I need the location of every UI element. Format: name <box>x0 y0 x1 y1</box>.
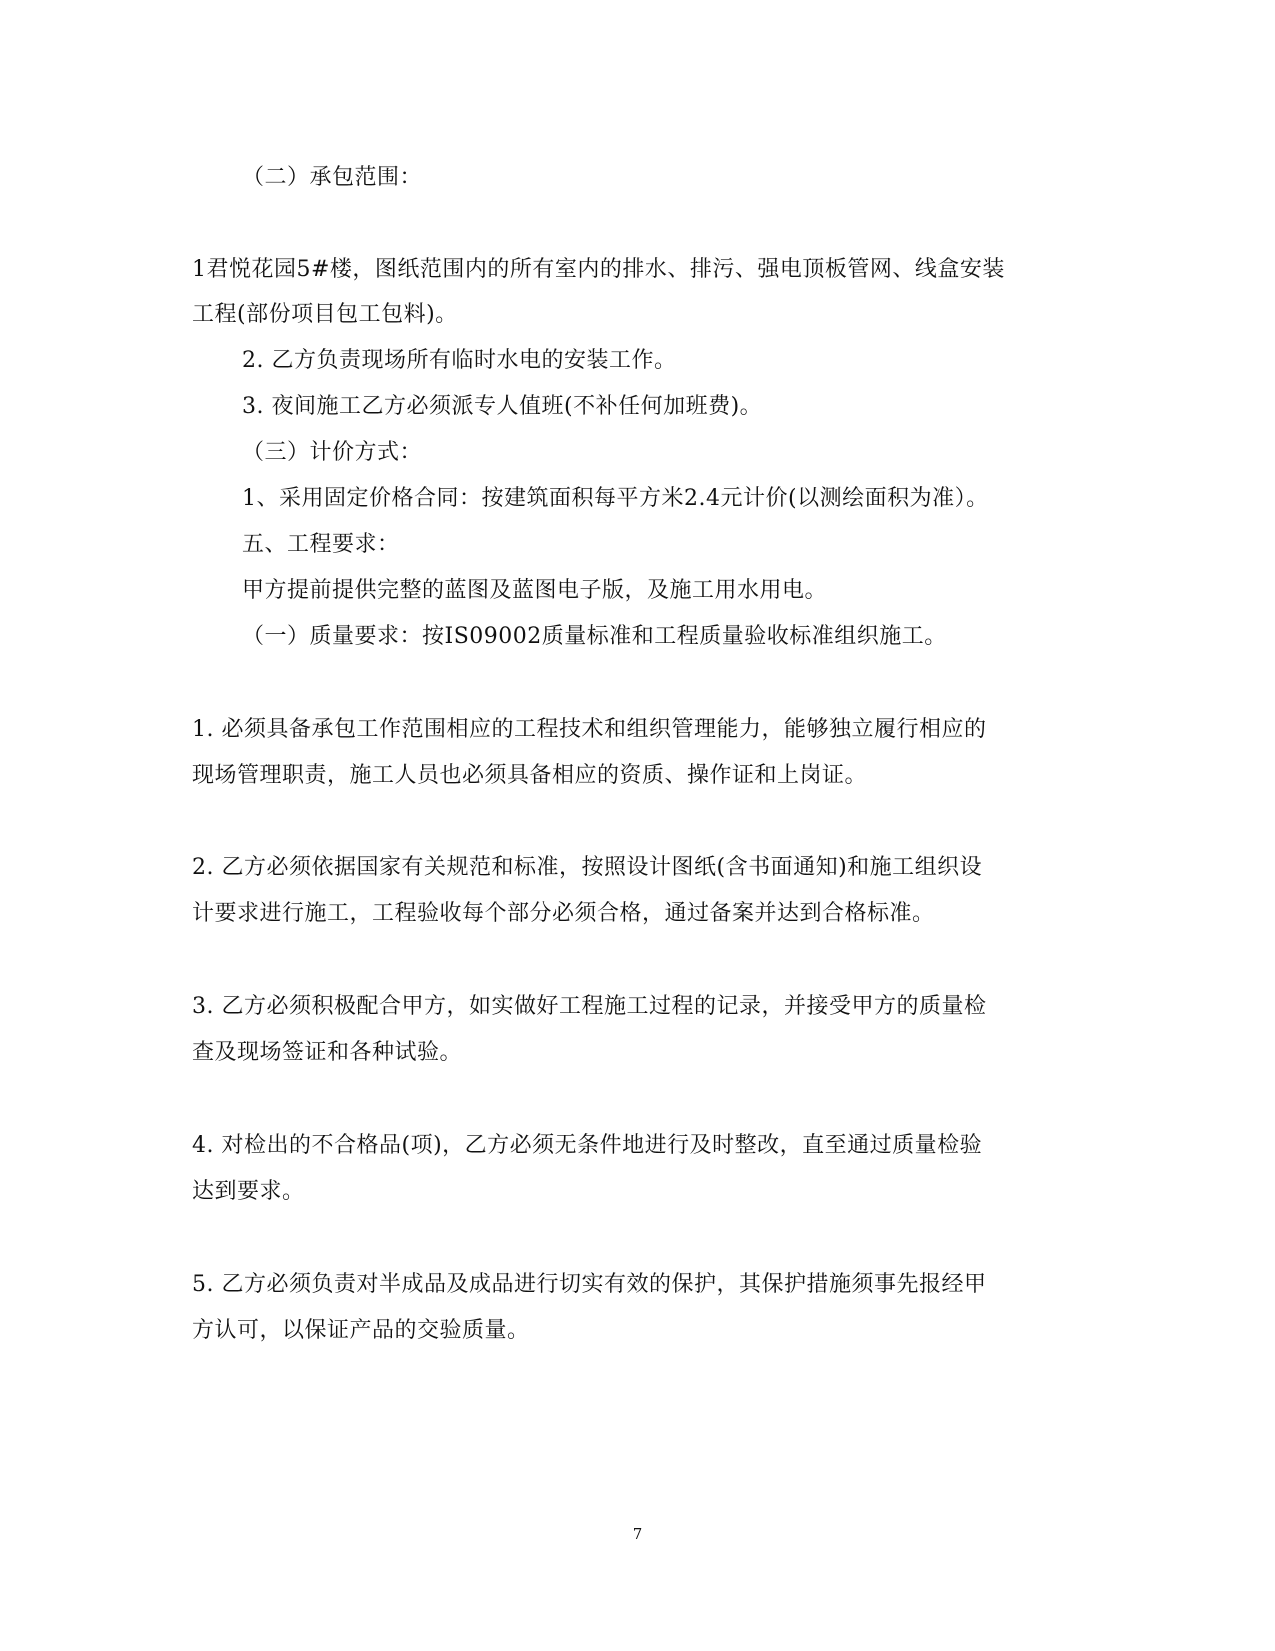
paragraph-line: 方认可，以保证产品的交验质量。 <box>192 1318 530 1343</box>
page-number: 7 <box>632 1525 643 1543</box>
paragraph-line: 计要求进行施工，工程验收每个部分必须合格，通过备案并达到合格标准。 <box>192 901 935 926</box>
paragraph-line: 甲方提前提供完整的蓝图及蓝图电子版，及施工用水用电。 <box>242 578 828 603</box>
paragraph-line: 2. 乙方必须依据国家有关规范和标准，按照设计图纸(含书面通知)和施工组织设 <box>192 855 983 880</box>
paragraph-line: 3. 夜间施工乙方必须派专人值班(不补任何加班费)。 <box>242 394 763 419</box>
paragraph-line: 1. 必须具备承包工作范围相应的工程技术和组织管理能力，能够独立履行相应的 <box>192 717 987 742</box>
paragraph-line: 4. 对检出的不合格品(项)，乙方必须无条件地进行及时整改，直至通过质量检验 <box>192 1133 983 1158</box>
section-heading-pricing: （三）计价方式： <box>242 440 423 465</box>
paragraph-line: 2. 乙方负责现场所有临时水电的安装工作。 <box>242 348 677 373</box>
paragraph-line: 5. 乙方必须负责对半成品及成品进行切实有效的保护，其保护措施须事先报经甲 <box>192 1272 987 1297</box>
section-heading-contract-scope: （二）承包范围： <box>242 165 423 190</box>
paragraph-line: 工程(部份项目包工包料)。 <box>192 302 458 327</box>
paragraph-line: 查及现场签证和各种试验。 <box>192 1040 463 1065</box>
section-heading-quality: （一）质量要求：按IS09002质量标准和工程质量验收标准组织施工。 <box>242 624 947 649</box>
paragraph-line: 3. 乙方必须积极配合甲方，如实做好工程施工过程的记录，并接受甲方的质量检 <box>192 994 987 1019</box>
section-heading-requirements: 五、工程要求： <box>242 532 400 557</box>
paragraph-line: 达到要求。 <box>192 1179 305 1204</box>
paragraph-line: 1君悦花园5#楼，图纸范围内的所有室内的排水、排污、强电顶板管网、线盒安装 <box>192 257 1005 282</box>
paragraph-line: 1、采用固定价格合同：按建筑面积每平方米2.4元计价(以测绘面积为准）。 <box>242 486 989 511</box>
paragraph-line: 现场管理职责，施工人员也必须具备相应的资质、操作证和上岗证。 <box>192 763 868 788</box>
